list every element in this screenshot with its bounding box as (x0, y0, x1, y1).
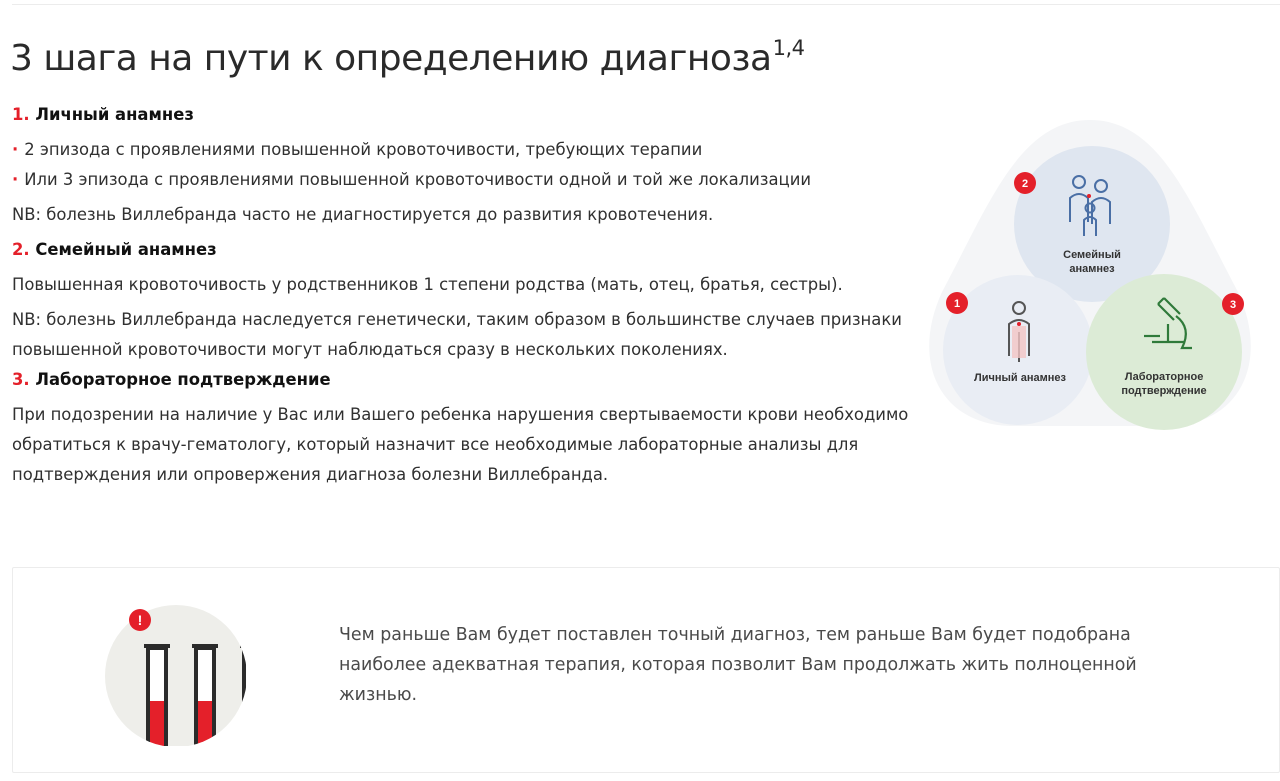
step-3-title: Лабораторное подтверждение (35, 370, 331, 389)
step-3-heading (12, 365, 912, 395)
family-label-line1: Семейный (1063, 249, 1121, 261)
alert-icon: ! (137, 612, 143, 628)
title-footnote-refs: 1,4 (772, 36, 805, 60)
steps-content (12, 100, 912, 490)
bullet-dot-icon: · (12, 170, 19, 189)
test-tube-2 (192, 646, 218, 746)
illustration-circle (105, 605, 247, 746)
test-tube-1 (144, 646, 170, 746)
lab-circle (1086, 274, 1242, 430)
person-icon-fill (1012, 326, 1026, 358)
step-1-bullet-1 (12, 135, 912, 165)
blood-tubes-illustration (101, 596, 261, 746)
lab-label-line2: подтверждение (1121, 385, 1207, 397)
bullet-text: Или 3 эпизода с проявлениями повышенной кровоточивости одной и той же локализации (24, 170, 811, 189)
badge-2-number: 2 (1021, 178, 1029, 190)
step-1-heading (12, 100, 912, 130)
step-3-paragraph: При подозрении на наличие у Вас или Вашего ребенка нарушения свертываемости крови необходимо обратиться к врачу-гематологу, который назначит все необходимые лабораторные анализы для подтверждения или опровержения диагноза болезни Виллебранда. (12, 405, 909, 484)
step-3-number: 3. (12, 370, 30, 389)
callout-box (12, 567, 1280, 773)
step-2-heading (12, 235, 912, 265)
bullet-dot-icon: · (12, 140, 19, 159)
step-2-number: 2. (12, 240, 30, 259)
person-icon-mark (1017, 322, 1021, 326)
step-2-paragraph-1: Повышенная кровоточивость у родственников 1 степени родства (мать, отец, братья, сестры). (12, 275, 843, 294)
family-icon-mark (1087, 194, 1091, 198)
step-2-note: NB: болезнь Виллебранда наследуется генетически, таким образом в большинстве случаев признаки повышенной кровоточивости могут наблюдаться сразу в нескольких поколениях. (12, 310, 902, 359)
personal-label: Личный анамнез (974, 372, 1066, 384)
page-title-text: 3 шага на пути к определению диагноза (10, 38, 772, 79)
diagnosis-steps-diagram (920, 112, 1260, 442)
bullet-text: 2 эпизода с проявлениями повышенной кровоточивости, требующих терапии (24, 140, 703, 159)
step-2-title: Семейный анамнез (35, 240, 217, 259)
family-label-line2: анамнез (1069, 263, 1115, 275)
step-1-note: NB: болезнь Виллебранда часто не диагностируется до развития кровотечения. (12, 205, 714, 224)
lab-label-line1: Лабораторное (1124, 371, 1204, 383)
step-1-number: 1. (12, 105, 30, 124)
step-1-title: Личный анамнез (35, 105, 194, 124)
callout-text: Чем раньше Вам будет поставлен точный диагноз, тем раньше Вам будет подобрана наиболее адекватная терапия, которая позволит Вам продолжать жить полноценной жизнью. (339, 625, 1137, 705)
badge-3-number: 3 (1229, 299, 1237, 311)
test-tube-3 (240, 646, 261, 746)
top-divider (12, 0, 1280, 5)
page-title (10, 38, 805, 79)
badge-1-number: 1 (953, 298, 961, 310)
step-1-bullet-2 (12, 165, 912, 195)
